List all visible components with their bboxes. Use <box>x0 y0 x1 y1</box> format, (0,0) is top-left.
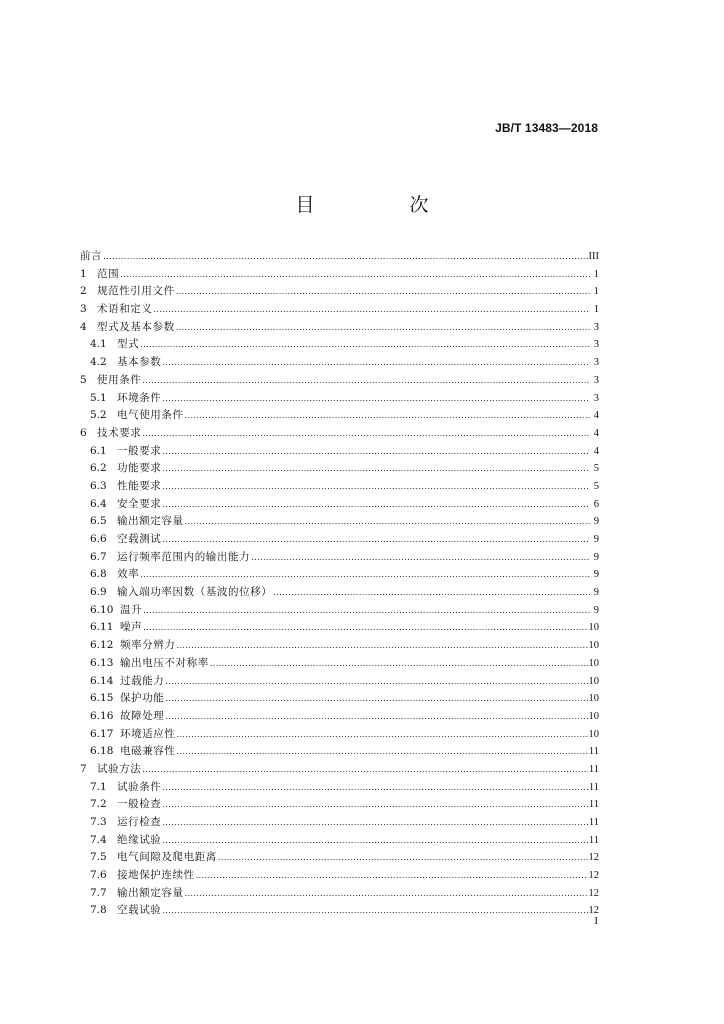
toc-entry-number: 6.6 <box>90 533 107 545</box>
toc-entry-page: 1 <box>593 268 599 280</box>
toc-entry-page: 3 <box>593 321 599 333</box>
toc-entry-page: 11 <box>588 781 599 793</box>
toc-entry[interactable] <box>80 319 599 337</box>
toc-entry-label: 保护功能 <box>120 692 165 705</box>
toc-entry-number: 6.14 <box>90 674 114 687</box>
toc-entry-label: 过载能力 <box>120 674 165 687</box>
toc-entry[interactable] <box>80 266 599 284</box>
toc-leader-dots <box>162 531 590 549</box>
toc-entry-number: 1 <box>80 267 87 280</box>
toc-entry-page: 10 <box>588 657 599 669</box>
toc-entry[interactable] <box>80 655 599 673</box>
toc-entry-number: 7.7 <box>90 886 107 899</box>
toc-entry-number: 6.12 <box>90 639 114 652</box>
toc-leader-dots <box>218 849 588 867</box>
toc-entry-number: 6.11 <box>90 621 114 634</box>
toc-entry-number: 3 <box>80 303 87 316</box>
toc-entry[interactable] <box>80 637 599 655</box>
toc-entry-number: 4.1 <box>90 338 107 351</box>
toc-entry-label: 运行检查 <box>117 816 162 828</box>
toc-leader-dots <box>165 673 587 691</box>
toc-leader-dots <box>176 319 590 337</box>
toc-entry[interactable] <box>80 849 599 867</box>
toc-entry[interactable] <box>80 407 599 425</box>
toc-leader-dots <box>142 372 590 390</box>
toc-entry-number: 6.10 <box>90 603 114 616</box>
toc-entry-number: 6.16 <box>90 709 114 722</box>
toc-entry-label: 功能要求 <box>117 462 162 475</box>
toc-entry-page: 3 <box>593 392 599 404</box>
toc-entry[interactable] <box>80 673 599 691</box>
toc-entry-label: 范围 <box>97 267 120 280</box>
toc-leader-dots <box>185 885 588 903</box>
toc-leader-dots <box>162 814 587 832</box>
toc-entry[interactable] <box>80 460 599 478</box>
toc-leader-dots <box>162 779 587 797</box>
toc-entry[interactable] <box>80 796 599 814</box>
toc-entry[interactable] <box>80 531 599 549</box>
toc-leader-dots <box>177 637 588 655</box>
toc-leader-dots <box>143 619 587 637</box>
toc-entry-number: 7.4 <box>90 833 107 846</box>
toc-entry-number: 6.9 <box>90 586 107 599</box>
toc-leader-dots <box>162 460 590 478</box>
toc-entry[interactable] <box>80 690 599 708</box>
toc-entry[interactable] <box>80 443 599 461</box>
toc-entry[interactable] <box>80 283 599 301</box>
toc-entry[interactable] <box>80 425 599 443</box>
toc-entry[interactable] <box>80 372 599 390</box>
toc-entry[interactable] <box>80 902 599 920</box>
toc-entry-label: 基本参数 <box>117 356 162 369</box>
toc-entry-number: 5.2 <box>90 409 107 422</box>
toc-entry-page: 12 <box>588 887 599 899</box>
toc-entry-page: 10 <box>588 622 599 634</box>
toc-entry[interactable] <box>80 513 599 531</box>
toc-entry-number: 5.1 <box>90 391 107 404</box>
toc-entry-page: 12 <box>588 905 599 917</box>
toc-entry[interactable] <box>80 301 599 319</box>
toc-entry-number: 7 <box>80 762 87 775</box>
toc-entry-page: 11 <box>588 817 599 828</box>
toc-leader-dots <box>177 743 588 761</box>
toc-entry-page: 9 <box>593 534 599 545</box>
toc-entry[interactable] <box>80 602 599 620</box>
toc-entry-label: 输出额定容量 <box>117 515 184 528</box>
toc-entry-page: 9 <box>593 516 599 528</box>
toc-entry-page: 10 <box>588 693 599 705</box>
toc-entry-page: 6 <box>593 498 599 510</box>
toc-entry-number: 6.5 <box>90 515 107 528</box>
toc-entry-page: 9 <box>593 587 599 599</box>
toc-entry-page: 11 <box>588 834 599 846</box>
toc-entry-number: 6.1 <box>90 444 107 457</box>
toc-entry[interactable] <box>80 584 599 602</box>
toc-entry-number: 4 <box>80 320 87 333</box>
toc-leader-dots <box>162 496 590 514</box>
toc-entry-page: 3 <box>593 339 599 351</box>
toc-entry-label: 温升 <box>120 603 143 616</box>
toc-entry-label: 空载试验 <box>117 904 162 917</box>
toc-entry-label: 运行频率范围内的输出能力 <box>117 550 251 563</box>
toc-leader-dots <box>162 478 590 496</box>
page-number: I <box>594 915 598 927</box>
toc-entry[interactable] <box>80 867 599 885</box>
toc-leader-dots <box>162 796 587 814</box>
toc-entry-label: 试验方法 <box>97 762 142 775</box>
toc-entry[interactable] <box>80 354 599 372</box>
toc-leader-dots <box>251 549 590 567</box>
toc-entry-page: 10 <box>588 675 599 687</box>
toc-entry-page: 5 <box>593 480 599 492</box>
toc-entry-page: 4 <box>593 427 599 439</box>
toc-leader-dots <box>142 761 587 779</box>
toc-entry-page: 1 <box>593 286 599 298</box>
toc-entry-number: 2 <box>80 285 87 298</box>
toc-entry-page: 10 <box>588 710 599 722</box>
toc-entry[interactable] <box>80 814 599 832</box>
toc-entry-label: 使用条件 <box>97 373 142 386</box>
toc-entry[interactable] <box>80 496 599 514</box>
toc-entry-page: 11 <box>588 799 599 811</box>
toc-entry-label: 规范性引用文件 <box>97 285 175 298</box>
toc-entry[interactable] <box>80 726 599 744</box>
toc-entry-number: 6.13 <box>90 656 114 669</box>
toc-leader-dots <box>162 390 590 408</box>
toc-entry-page: 4 <box>593 410 599 422</box>
toc-leader-dots <box>210 655 588 673</box>
toc-entry-number: 6 <box>80 426 87 439</box>
toc-entry-page: 1 <box>593 304 599 316</box>
toc-entry-number: 5 <box>80 373 87 386</box>
toc-entry-number: 4.2 <box>90 356 107 369</box>
toc-leader-dots <box>196 867 588 885</box>
toc-entry-number: 6.18 <box>90 745 114 758</box>
toc-leader-dots <box>162 832 587 850</box>
toc-entry-label: 术语和定义 <box>97 303 153 316</box>
toc-entry-page: 3 <box>593 357 599 369</box>
toc-entry[interactable] <box>80 248 599 266</box>
toc-leader-dots <box>185 407 590 425</box>
toc-entry-page: 4 <box>593 445 599 457</box>
toc-entry-number: 6.7 <box>90 550 107 563</box>
toc-entry-number: 6.8 <box>90 568 107 581</box>
toc-entry[interactable] <box>80 779 599 797</box>
page-title: 目 次 <box>295 194 467 216</box>
toc-leader-dots <box>140 336 590 354</box>
toc-entry-page: 12 <box>588 852 599 864</box>
toc-leader-dots <box>165 708 587 726</box>
toc-entry-number: 7.2 <box>90 798 107 811</box>
toc-entry-label: 安全要求 <box>117 497 162 510</box>
toc-entry-number: 7.6 <box>90 869 107 882</box>
toc-entry-number: 6.4 <box>90 497 107 510</box>
toc-entry-page: 3 <box>593 374 599 386</box>
toc-entry-label: 输入端功率因数（基波的位移） <box>117 586 273 599</box>
toc-entry[interactable] <box>80 478 599 496</box>
toc-entry-label: 电气间隙及爬电距离 <box>117 851 217 864</box>
toc-entry[interactable] <box>80 549 599 567</box>
toc-entry-label: 型式 <box>117 338 140 351</box>
toc-leader-dots <box>103 248 587 266</box>
toc-leader-dots <box>120 266 590 284</box>
toc-leader-dots <box>162 443 590 461</box>
toc-leader-dots <box>185 513 590 531</box>
toc-entry-page: 10 <box>588 728 599 740</box>
toc-leader-dots <box>142 425 590 443</box>
toc-entry[interactable] <box>80 832 599 850</box>
toc-leader-dots <box>177 726 588 744</box>
toc-entry-number: 7.3 <box>90 816 107 828</box>
toc-entry-label: 输出电压不对称率 <box>120 656 209 669</box>
toc-entry-label: 电气使用条件 <box>117 409 184 422</box>
toc-entry[interactable] <box>80 743 599 761</box>
toc-entry-label: 性能要求 <box>117 479 162 492</box>
toc-entry-label: 频率分辨力 <box>120 639 176 652</box>
toc-entry-label: 故障处理 <box>120 709 165 722</box>
toc-leader-dots <box>162 354 590 372</box>
toc-entry-number: 6.3 <box>90 479 107 492</box>
toc-entry-number: 6.15 <box>90 692 114 705</box>
toc-entry-label: 效率 <box>117 568 140 581</box>
toc-entry[interactable] <box>80 885 599 903</box>
toc-entry[interactable] <box>80 390 599 408</box>
toc-entry-number: 7.8 <box>90 904 107 917</box>
toc-entry-page: 9 <box>593 569 599 581</box>
toc-entry-number: 7.1 <box>90 780 107 793</box>
standard-code: JB/T 13483—2018 <box>495 121 598 135</box>
toc-leader-dots <box>143 602 590 620</box>
toc-entry[interactable] <box>80 619 599 637</box>
toc-entry-label: 型式及基本参数 <box>97 320 175 333</box>
toc-entry-page: 5 <box>593 463 599 475</box>
toc-entry[interactable] <box>80 708 599 726</box>
toc-entry-page: III <box>588 251 599 262</box>
toc-entry-number: 7.5 <box>90 851 107 864</box>
toc-entry-label: 电磁兼容性 <box>120 745 176 758</box>
toc-entry-page: 9 <box>593 604 599 616</box>
toc-entry-label: 空载测试 <box>117 533 162 545</box>
toc-leader-dots <box>154 301 591 319</box>
toc-entry-number: 6.2 <box>90 462 107 475</box>
toc-entry-label: 环境适应性 <box>120 727 176 740</box>
toc-entry-label: 一般要求 <box>117 444 162 457</box>
toc-entry-page: 12 <box>588 870 599 882</box>
toc-entry[interactable] <box>80 761 599 779</box>
toc-entry-label: 一般检查 <box>117 798 162 811</box>
toc-leader-dots <box>140 566 590 584</box>
toc-leader-dots <box>165 690 587 708</box>
toc-entry-label: 输出额定容量 <box>117 886 184 899</box>
toc-entry-label: 接地保护连续性 <box>117 869 195 882</box>
toc-entry-page: 11 <box>588 763 599 775</box>
table-of-contents <box>80 248 599 920</box>
toc-entry-label: 环境条件 <box>117 391 162 404</box>
toc-entry-label: 绝缘试验 <box>117 833 162 846</box>
toc-entry-number: 6.17 <box>90 727 114 740</box>
toc-leader-dots <box>162 902 587 920</box>
toc-entry-page: 10 <box>588 640 599 652</box>
toc-entry-page: 9 <box>593 551 599 563</box>
toc-entry-label: 噪声 <box>120 621 143 634</box>
toc-entry[interactable] <box>80 336 599 354</box>
toc-leader-dots <box>273 584 590 602</box>
toc-entry-label: 前言 <box>80 250 103 262</box>
toc-entry-label: 试验条件 <box>117 780 162 793</box>
toc-entry[interactable] <box>80 566 599 584</box>
toc-entry-label: 技术要求 <box>97 426 142 439</box>
toc-leader-dots <box>176 283 590 301</box>
toc-entry-page: 11 <box>588 746 599 758</box>
